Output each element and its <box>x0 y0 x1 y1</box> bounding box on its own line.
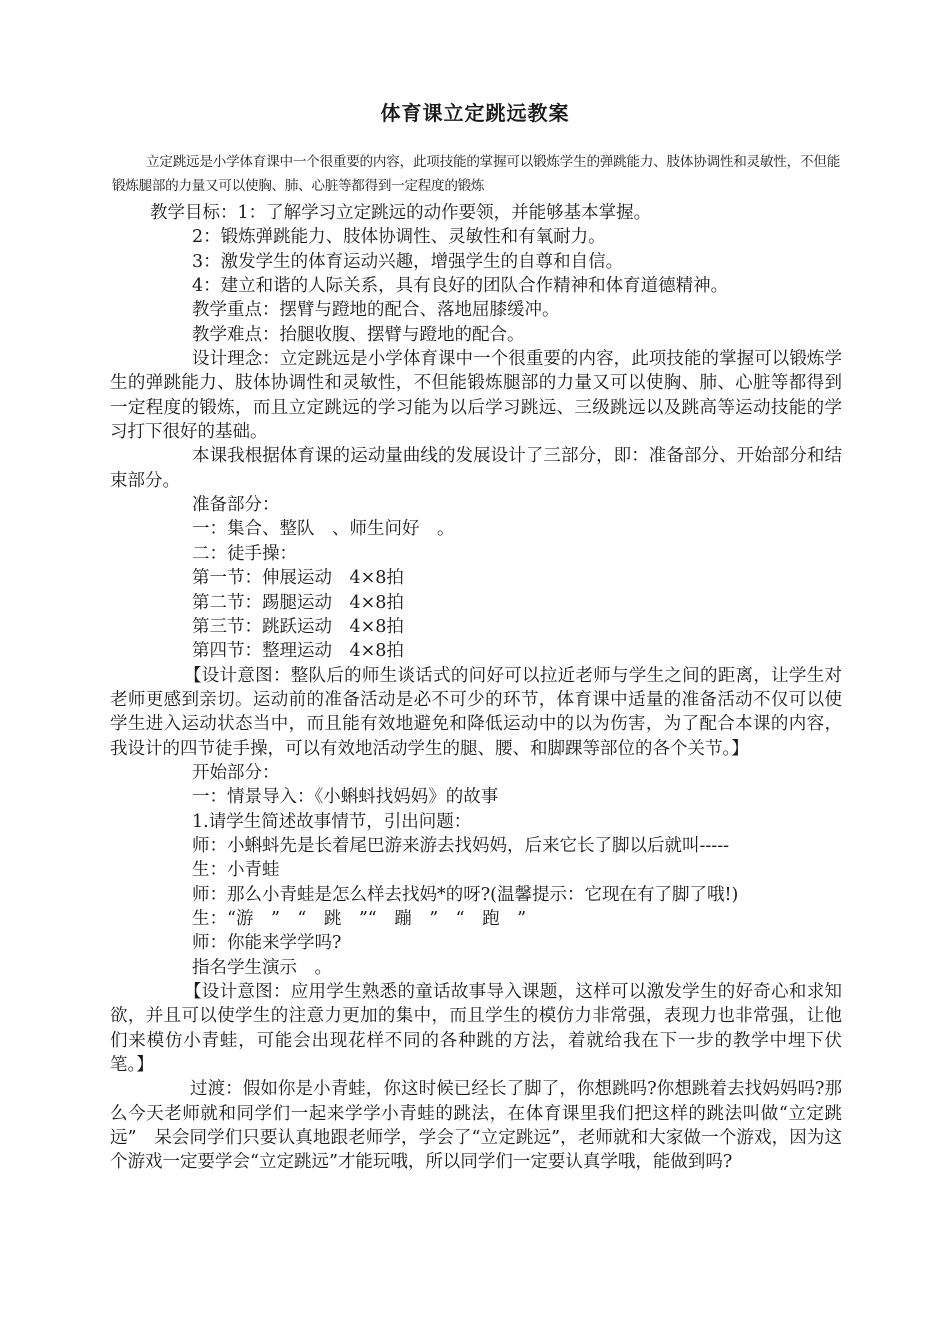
dialogue-student-1: 生：小青蛙 <box>192 860 280 881</box>
transition-paragraph: 过渡：假如你是小青蛙，你这时候已经长了脚了，你想跳吗?你想跳着去找妈妈吗?那么今天老师就和同学们一起来学学小青蛙的跳法，在体育课里我们把这样的跳法叫做“立定跳远” 呆会同学们只要认真地跟老师学，学会了“立定跳远”，老师就和大家做一个游戏，因为这个游戏一定要学会“立定跳远”才能玩哦，所以同学们一定要认真学哦，能做到吗? <box>110 1079 842 1173</box>
start-heading: 开始部分： <box>192 762 280 783</box>
dialogue-teacher-3: 师：你能来学学吗? <box>192 933 342 954</box>
dialogue-student-2: 生：“游 ” “ 跳 ”“ 蹦 ” “ 跑 ” <box>192 908 527 929</box>
exercise-section-3: 第三节：跳跃运动 4×8拍 <box>192 616 404 637</box>
start-item-1: 一：情景导入：《小蝌蚪找妈妈》的故事 <box>192 787 499 808</box>
prep-item-1: 一：集合、整队 、师生问好 。 <box>192 519 455 540</box>
objective-1: 教学目标：1：了解学习立定跳远的动作要领，并能够基本掌握。 <box>150 203 652 223</box>
prep-heading: 准备部分： <box>192 495 280 516</box>
teaching-difficulty: 教学难点：抬腿收腹、摆臂与蹬地的配合。 <box>192 324 525 345</box>
objective-2: 2：锻炼弹跳能力、肢体协调性、灵敏性和有氧耐力。 <box>192 227 606 248</box>
exercise-section-4: 第四节：整理运动 4×8拍 <box>192 641 404 662</box>
start-design-intent: 【设计意图：应用学生熟悉的童话故事导入课题，这样可以激发学生的好奇心和求知欲，并且可以使学生的注意力更加的集中，而且学生的模仿力非常强，表现力也非常强，让他们来模仿小青蛙，可能会出现花样不同的各种跳的方法，着就给我在下一步的教学中埋下伏笔。】 <box>110 982 842 1076</box>
start-step-1: 1.请学生简述故事情节，引出问题： <box>192 811 472 832</box>
intro-paragraph: 立定跳远是小学体育课中一个很重要的内容，此项技能的掌握可以锻炼学生的弹跳能力、肢体协调性和灵敏性，不但能锻炼腿部的力量又可以使胸、肺、心脏等都得到一定程度的锻炼 <box>112 154 840 194</box>
document-title: 体育课立定跳远教案 <box>380 101 570 125</box>
student-demo: 指名学生演示 。 <box>192 957 332 978</box>
teaching-focus: 教学重点：摆臂与蹬地的配合、落地屈膝缓冲。 <box>192 300 560 321</box>
objective-3: 3：激发学生的体育运动兴趣，增强学生的自尊和自信。 <box>192 251 624 272</box>
exercise-section-1: 第一节：伸展运动 4×8拍 <box>192 568 404 589</box>
dialogue-teacher-2: 师：那么小青蛙是怎么样去找妈*的呀?(温馨提示：它现在有了脚了哦!) <box>192 884 739 905</box>
objective-4: 4：建立和谐的人际关系，具有良好的团队合作精神和体育道德精神。 <box>192 276 729 297</box>
dialogue-teacher-1: 师：小蝌蚪先是长着尾巴游来游去找妈妈，后来它长了脚以后就叫----- <box>192 835 730 856</box>
prep-item-2: 二：徒手操： <box>192 543 297 564</box>
document-body <box>110 201 842 1175</box>
prep-design-intent: 【设计意图：整队后的师生谈话式的问好可以拉近老师与学生之间的距离，让学生对老师更感到亲切。运动前的准备活动是必不可少的环节，体育课中适量的准备活动不仅可以使学生进入运动状态当中，而且能有效地避免和降低运动中的以为伤害，为了配合本课的内容，我设计的四节徒手操，可以有效地活动学生的腿、腰、和脚踝等部位的各个关节。】 <box>110 665 842 759</box>
exercise-section-2: 第二节：踢腿运动 4×8拍 <box>192 592 404 613</box>
design-concept-paragraph: 设计理念：立定跳远是小学体育课中一个很重要的内容，此项技能的掌握可以锻炼学生的弹跳能力、肢体协调性和灵敏性，不但能锻炼腿部的力量又可以使胸、肺、心脏等都得到一定程度的锻炼，而且立定跳远的学习能为以后学习跳远、三级跳远以及跳高等运动技能的学习打下很好的基础。 <box>110 349 842 443</box>
structure-paragraph: 本课我根据体育课的运动量曲线的发展设计了三部分，即：准备部分、开始部分和结束部分。 <box>110 446 842 491</box>
